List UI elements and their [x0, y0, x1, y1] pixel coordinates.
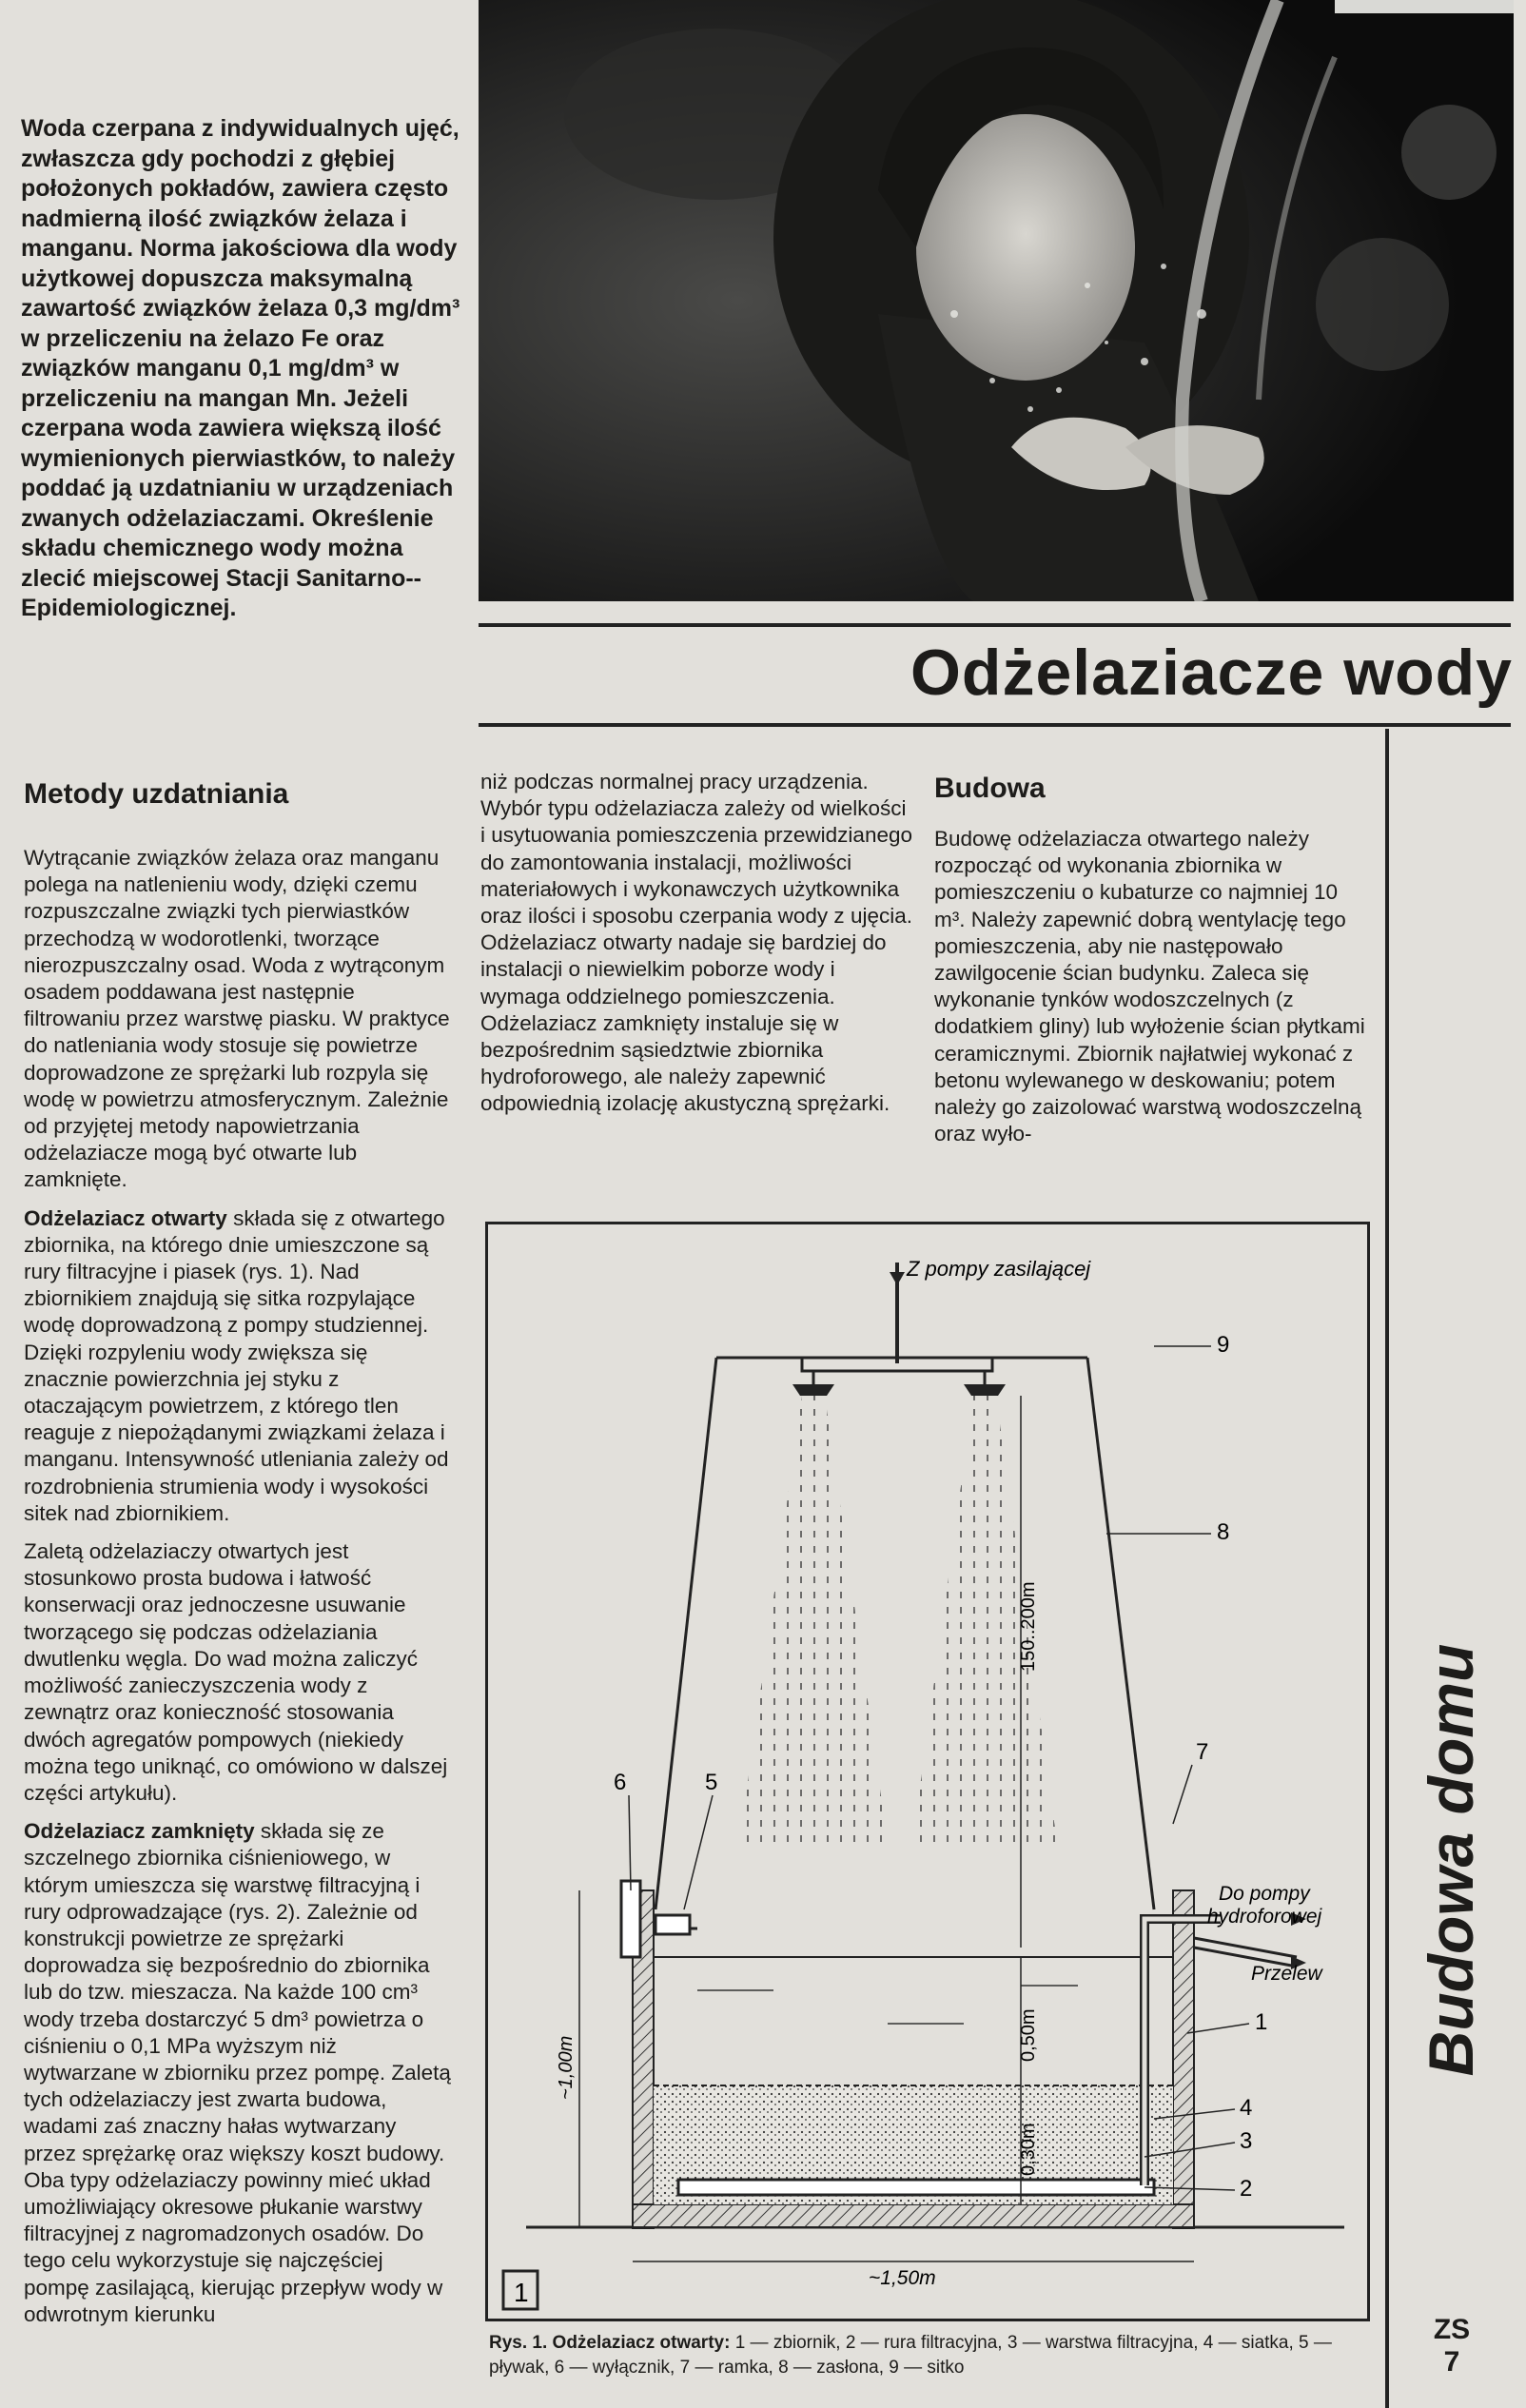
overflow-label: Przelew — [1251, 1963, 1322, 1985]
paragraph: Zaletą odżelaziaczy otwartych jest stosunkowo prosta budowa i łatwość konserwacji oraz jednoczesne usuwanie tworzącego się podczas odżelaziania dwutlenku węgla. Do wad można zaliczyć możliwość zanieczyszczenia wody z zewnątrz oraz konieczność stosowania dwóch agregatów pompowych (niekiedy można tego uniknąć, co omówiono w dalszej części artykułu). — [24, 1539, 448, 1805]
spray-head — [792, 1384, 834, 1396]
article-title: Odżelaziacze wody — [910, 636, 1513, 709]
spray-cone — [739, 1396, 888, 1843]
callout-6: 6 — [614, 1770, 627, 1795]
callout-2: 2 — [1240, 2176, 1253, 2202]
dim-sand: 0,30m — [1018, 2123, 1039, 2176]
curtain — [1087, 1358, 1154, 1909]
figure-number: 1 — [514, 2278, 529, 2307]
top-rule — [479, 623, 1511, 627]
callout-8: 8 — [1217, 1519, 1230, 1545]
paragraph: niż podczas normalnej pracy urządzenia. Wybór typu odżelaziacza zależy od wielkości i usytuowania pomieszczenia przewidzianego do zamontowania instalacji, możliwości materiałowych i wykonawczych użytkownika oraz ilości i sposobu czerpania wody z ujęcia. Odżelaziacz otwarty nadaje się bardziej do instalacji o niewielkim poborze wody i wymaga oddzielnego pomieszczenia. Odżelaziacz zamknięty instaluje się w bezpośrednim sąsiedztwie zbiornika hydroforowego, ale należy zapewnić odpowiednią izolację akustyczną sprężarki. — [480, 770, 912, 1116]
callout-1: 1 — [1255, 2009, 1268, 2035]
figure-caption: Rys. 1. Odżelaziacz otwarty: 1 — zbiornik, 2 — rura filtracyjna, 3 — warstwa filtracyjna, 4 — siatka, 5 — pływak, 6 — wyłącznik, 7 — ramka, 8 — zasłona, 9 — sitko — [489, 2333, 1332, 2378]
paragraph: Odżelaziacz zamknięty składa się ze szczelnego zbiornika ciśnieniowego, w którym umieszcza się warstwę filtracyjną i rury odprowadzające (rys. 2). Zależnie od konstrukcji powietrze ze sprężarki doprowadza się bezpośrednio do zbiornika lub do tzw. mieszacza. Na każde 100 cm³ wody trzeba dostarczyć 5 dm³ powietrza o ciśnieniu o 0,1 MPa wyższym niż wytwarzane w zbiorniku przez pompę. Zaletą tych odżelaziaczy jest zwarta budowa, wadami zaś znaczny hałas wytwarzany przez sprężarkę oraz większy koszt budowy. — [24, 1819, 451, 2165]
header-photo — [479, 0, 1514, 601]
title-rule — [479, 723, 1511, 727]
paragraph: Budowę odżelaziacza otwartego należy rozpocząć od wykonania zbiornika w pomieszczeniu o kubaturze co najmniej 10 m³. Należy zapewnić dobrą wentylację tego pomieszczenia, aby nie następowało zawilgocenie ścian budynku. Zaleca się wykonanie tynków wodoszczelnych (z dodatkiem gliny) lub wyłożenie ścian płytkami ceramicznymi. Zbiornik najłatwiej wykonać z betonu wylewanego w deskowaniu; potem należy go zaizolować warstwą wodoszczelną oraz wyło- — [934, 827, 1365, 1146]
spray-head — [964, 1384, 1006, 1396]
filter-pipe — [678, 2180, 1154, 2195]
section-heading-methods: Metody uzdatniania — [24, 778, 289, 810]
column-3 — [934, 826, 1372, 1147]
supply-label: Z pompy zasilającej — [907, 1257, 1091, 1281]
hydro-label: Do pompy — [1219, 1883, 1310, 1905]
column-1 — [24, 845, 454, 2328]
term-closed: Odżelaziacz zamknięty — [24, 1819, 255, 1844]
paragraph: Odżelaziacz otwarty składa się z otwartego zbiornika, na którego dnie umieszczone są rury filtracyjne i piasek (rys. 1). Nad zbiornikiem znajdują się sitka rozpylające wodę doprowadzoną z pompy studziennej. Dzięki rozpyleniu wody zwiększa się znacznie powierzchnia jej styku z otaczającym powietrzem, z którego tlen reaguje z niepożądanymi związkami żelaza i manganu. Intensywność utleniania zależy od rozdrobnienia strumienia wody i wysokości sitek nad zbiornikiem. — [24, 1205, 449, 1525]
page-num: 7 — [1443, 2346, 1460, 2378]
dim-spray: 150..200m — [1018, 1581, 1039, 1672]
curtain — [655, 1358, 716, 1909]
column-2 — [480, 769, 913, 1118]
section-label — [1408, 1551, 1494, 2169]
figure-1 — [485, 1222, 1370, 2321]
paragraph: Oba typy odżelaziaczy powinny mieć układ umożliwiający okresowe płukanie warstwy filtracyjnej z nagromadzonych osadów. Do tego celu wykorzystuje się najczęściej pompę zasilającą, kierując przepływ wody w odwrotnym kierunku — [24, 2167, 443, 2326]
callout-5: 5 — [705, 1770, 718, 1795]
callout-3: 3 — [1240, 2128, 1253, 2154]
dim-tank: ~1,00m — [556, 2035, 577, 2100]
hydro-label: hydroforowej — [1207, 1906, 1322, 1928]
paragraph: Wytrącanie związków żelaza oraz manganu polega na natlenieniu wody, dzięki czemu rozpuszczalne związki tych pierwiastków przechodzą w wodorotlenki, tworzące nierozpuszczalny osad. Woda z wytrąconym osadem poddawana jest następnie filtrowaniu przez warstwę piasku. W praktyce do natleniania wody stosuje się powietrze doprowadzone ze sprężarki lub rozpyla się wodę w powietrzu atmosferycznym. Zależnie od przyjętej metody napowietrzania odżelaziacze mogą być otwarte lub zamknięte. — [24, 846, 450, 1192]
page-number — [1423, 2314, 1480, 2379]
term-open: Odżelaziacz otwarty — [24, 1205, 227, 1230]
section-label-text: Budowa domu — [1416, 1643, 1486, 2077]
dim-water: 0,50m — [1018, 2008, 1039, 2062]
switch — [621, 1881, 640, 1957]
intro-lead: Woda czerpana z indywidualnych ujęć, zwłaszcza gdy pochodzi z głębiej położonych pokładów, zawiera często nadmierną ilość związków żelaza i manganu. Norma jakościowa dla wody użytkowej dopuszcza maksymalną zawartość związków żelaza 0,3 mg/dm³ w przeliczeniu na żelazo Fe oraz związków manganu 0,1 mg/dm³ w przeliczeniu na mangan Mn. Jeżeli czerpana woda zawiera większą ilość wymienionych pierwiastków, to należy poddać ją uzdatnianiu w urządzeniach zwanych odżelaziaczami. Określenie składu chemicznego wody można zlecić miejscowej Stacji Sanitarno--Epidemiologicznej. — [21, 115, 460, 621]
callout-4: 4 — [1240, 2095, 1253, 2121]
callout-7: 7 — [1196, 1739, 1209, 1765]
section-heading-build: Budowa — [934, 773, 1046, 804]
dim-width: ~1,50m — [869, 2267, 936, 2289]
float — [655, 1915, 690, 1934]
callout-9: 9 — [1217, 1332, 1230, 1358]
vertical-rule — [1385, 729, 1389, 2408]
page-code: ZS — [1433, 2314, 1471, 2345]
